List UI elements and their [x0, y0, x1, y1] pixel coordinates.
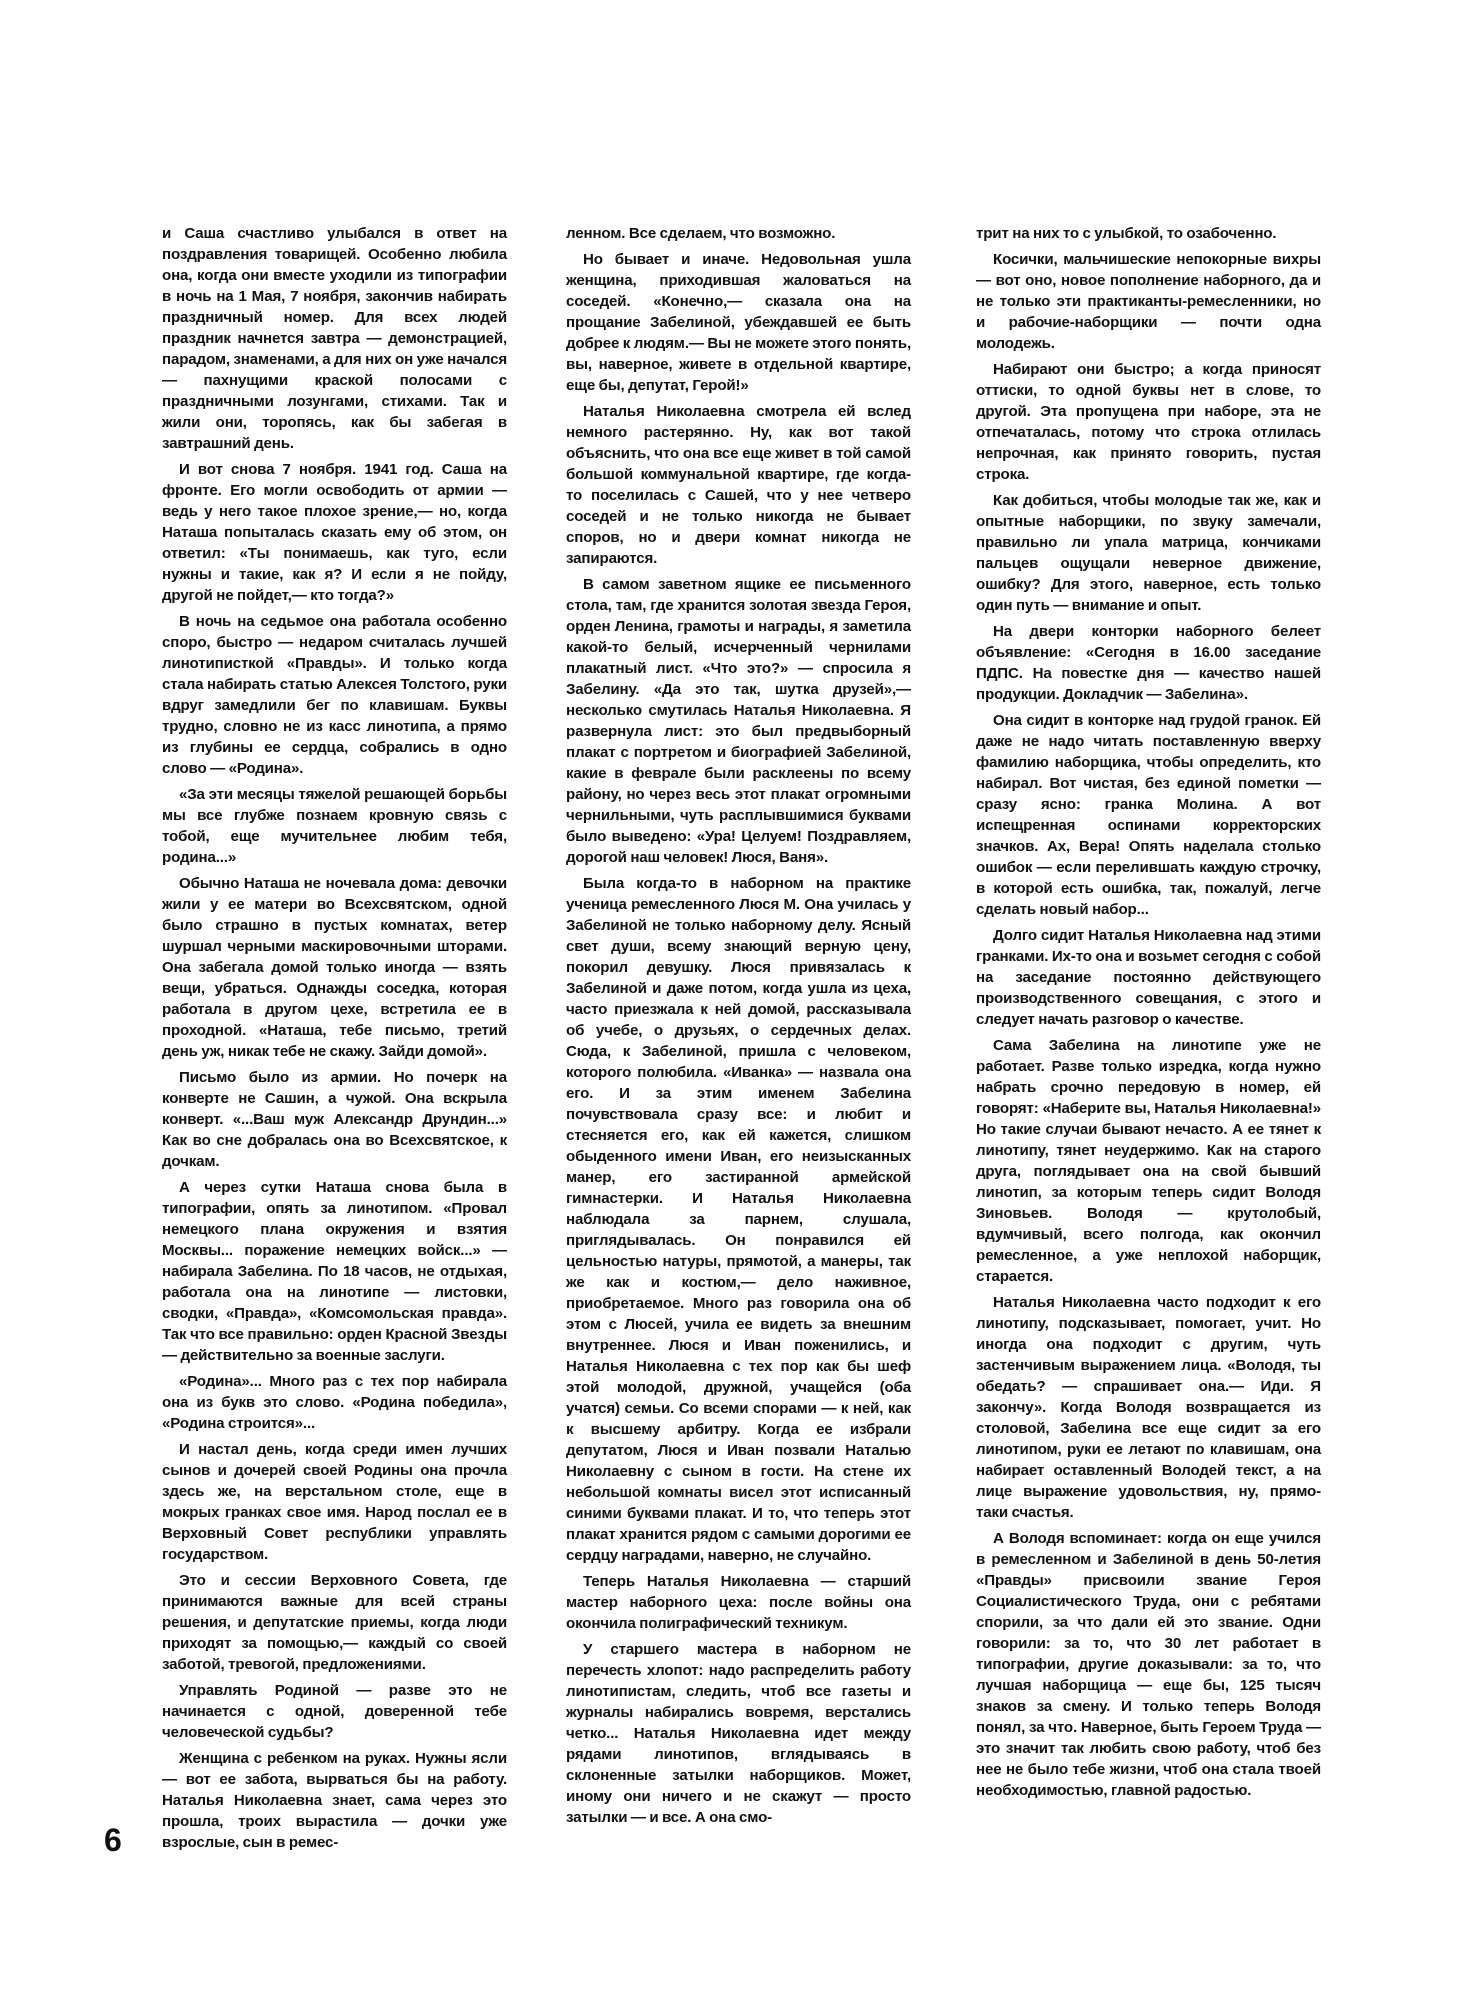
paragraph: и Саша счастливо улыбался в ответ на поздравления товарищей. Особенно любила она, когда они вместе уходили из типографии в ночь на 1 Мая, 7 ноября, закончив набирать праздничный номер. Для всех людей праздник начнется завтра — демонстрацией, парадом, знаменами, а для них он уже начался — пахнущими краской полосами с праздничными лозунгами, стихами. Так и жили они, торопясь, как бы забегая в завтрашний день.: [162, 225, 507, 452]
paragraph: Наталья Николаевна часто подходит к его линотипу, подсказывает, помогает, учит. Но иногда она подходит с другим, чуть застенчивым выражением лица. «Володя, ты обедать? — спрашивает она.— Иди. Я закончу». Когда Володя возвращается из столовой, Забелина все еще сидит за его линотипом, руки ее летают по клавишам, она набирает оставленный Володей текст, а на лице выражение удовольствия, ну, прямо-таки счастья.: [976, 1294, 1321, 1521]
paragraph: Письмо было из армии. Но почерк на конверте не Сашин, а чужой. Она вскрыла конверт. «...Ваш муж Александр Друндин...» Как во сне добралась она во Всехсвятское, к дочкам.: [162, 1069, 507, 1170]
paragraph: трит на них то с улыбкой, то озабоченно.: [976, 225, 1277, 242]
paragraph: Была когда-то в наборном на практике ученица ремесленного Люся М. Она училась у Забелиной не только наборному делу. Ясный свет души, всему знающий верную цену, покорил девушку. Люся привязалась к Забелиной и даже потом, когда ушла из цеха, часто приезжала к ней домой, рассказывала об учебе, о друзьях, о сердечных делах. Сюда, к Забелиной, пришла с человеком, которого полюбила. «Иванка» — назвала она его. И за этим именем Забелина почувствовала сразу все: и любит и стесняется его, как ей кажется, слишком обыденного имени Иван, его неизысканных манер, его застиранной армейской гимнастерки. И Наталья Николаевна наблюдала за парнем, слушала, приглядывалась. Он понравился ей цельностью натуры, прямотой, а манеры, так же как и костюм,— дело наживное, приобретаемое. Много раз говорила она об этом с Люсей, учила ее видеть за внешним внутреннее. Люся и Иван поженились, и Наталья Николаевна с тех пор как бы шеф этой молодой, дружной, учащейся (оба учатся) семьи. Со всеми спорами — к ней, как к высшему арбитру. Когда ее избрали депутатом, Люся и Иван позвали Наталью Николаевну с сыном в гости. На стене их небольшой комнаты висел этот исписанный синими буквами плакат. И то, что теперь этот плакат хранится рядом с самыми дорогими ее сердцу наградами, наверно, не случайно.: [566, 875, 911, 1564]
paragraph: В ночь на седьмое она работала особенно споро, быстро — недаром считалась лучшей линотиписткой «Правды». И только когда стала набирать статью Алексея Толстого, руки вдруг замедлили бег по клавишам. Буквы трудно, словно не из касс линотипа, а прямо из глубины ее сердца, собрались в одно слово — «Родина».: [162, 613, 507, 777]
paragraph: Обычно Наташа не ночевала дома: девочки жили у ее матери во Всехсвятском, одной было страшно в пустых комнатах, ветер шуршал черными маскировочными шторами. Она забегала домой только иногда — взять вещи, убраться. Однажды соседка, которая работала в другом цехе, встретила ее в проходной. «Наташа, тебе письмо, третий день уж, никак тебе не скажу. Зайди домой».: [162, 875, 507, 1060]
paragraph: А через сутки Наташа снова была в типографии, опять за линотипом. «Провал немецкого плана окружения и взятия Москвы... поражение немецких войск...» — набирала Забелина. По 18 часов, не отдыхая, работала она на линотипе — листовки, сводки, «Правда», «Комсомольская правда». Так что все правильно: орден Красной Звезды — действительно за военные заслуги.: [162, 1179, 507, 1364]
paragraph: И вот снова 7 ноября. 1941 год. Саша на фронте. Его могли освободить от армии — ведь у него такое плохое зрение,— но, когда Наташа попыталась сказать ему об этом, он ответил: «Ты понимаешь, как туго, если нужны и такие, как я? И если я не пойду, другой не пойдет,— кто тогда?»: [162, 461, 507, 604]
paragraph: Сама Забелина на линотипе уже не работает. Разве только изредка, когда нужно набрать срочно передовую в номер, ей говорят: «Наберите вы, Наталья Николаевна!» Но такие случаи бывают нечасто. А ее тянет к линотипу, тянет неудержимо. Как на старого друга, поглядывает она на свой бывший линотип, за которым теперь сидит Володя Зиновьев. Володя — крутолобый, вдумчивый, всего полгода, как окончил ремесленное, а уже неплохой наборщик, старается.: [976, 1037, 1321, 1285]
page-number: 6: [104, 1822, 122, 1858]
paragraph: В самом заветном ящике ее письменного стола, там, где хранится золотая звезда Героя, орден Ленина, грамоты и награды, я заметила какой-то белый, исчерченный чернилами плакатный лист. «Что это?» — спросила я Забелину. «Да это так, шутка друзей»,— несколько смутилась Наталья Николаевна. Я развернула лист: это был предвыборный плакат с портретом и биографией Забелиной, какие в феврале были расклеены по всему району, но через весь этот плакат огромными чернильными, чуть расплывшимися буквами было выведено: «Ура! Целуем! Поздравляем, дорогой наш человек! Люся, Ваня».: [566, 576, 911, 866]
paragraph: И настал день, когда среди имен лучших сынов и дочерей своей Родины она прочла здесь же, на верстальном столе, еще в мокрых гранках свое имя. Народ послал ее в Верховный Совет республики управлять государством.: [162, 1441, 507, 1563]
text-column-middle: [566, 223, 911, 1833]
paragraph: Это и сессии Верховного Совета, где принимаются важные для всей страны решения, и депутатские приемы, когда люди приходят за помощью,— каждый со своей заботой, тревогой, предложениями.: [162, 1572, 507, 1673]
paragraph: Наталья Николаевна смотрела ей вслед немного растерянно. Ну, как вот такой объяснить, что она все еще живет в той самой большой коммунальной квартире, где когда-то поселилась с Сашей, что у нее четверо соседей и не только никогда не бывает споров, но и двери комнат никогда не запираются.: [566, 403, 911, 567]
paragraph: Управлять Родиной — разве это не начинается с одной, доверенной тебе человеческой судьбы?: [162, 1682, 507, 1741]
paragraph: Она сидит в конторке над грудой гранок. Ей даже не надо читать поставленную вверху фамилию наборщика, чтобы определить, кто набирал. Вот чистая, без единой пометки — сразу ясно: гранка Молина. А вот испещренная оспинами корректорских значков. Ах, Вера! Опять наделала столько ошибок — если перелившать каждую строчку, в которой есть ошибка, так, пожалуй, легче сделать новый набор...: [976, 712, 1321, 918]
paragraph: Долго сидит Наталья Николаевна над этими гранками. Их-то она и возьмет сегодня с собой на заседание постоянно действующего производственного совещания, с этого и следует начать разговор о качестве.: [976, 927, 1321, 1028]
paragraph: Косички, мальчишеские непокорные вихры — вот оно, новое пополнение наборного, да и не только эти практиканты-ремесленники, но и рабочие-наборщики — почти одна молодежь.: [976, 251, 1321, 352]
text-column-right: [976, 223, 1321, 1806]
paragraph: «Родина»... Много раз с тех пор набирала она из букв это слово. «Родина победила», «Родина строится»...: [162, 1373, 507, 1432]
paragraph: Но бывает и иначе. Недовольная ушла женщина, приходившая жаловаться на соседей. «Конечно,— сказала она на прощание Забелиной, убеждавшей ее быть добрее к людям.— Вы не можете этого понять, вы, наверное, живете в отдельной квартире, еще бы, депутат, Герой!»: [566, 251, 911, 394]
text-column-left: [162, 223, 507, 1858]
paragraph: Набирают они быстро; а когда приносят оттиски, то одной буквы нет в слове, то другой. Эта пропущена при наборе, эта не отпечаталась, потому что строка отлилась непрочная, как принято говорить, пустая строка.: [976, 361, 1321, 483]
paragraph: ленном. Все сделаем, что возможно.: [566, 225, 836, 242]
paragraph: Теперь Наталья Николаевна — старший мастер наборного цеха: после войны она окончила полиграфический техникум.: [566, 1573, 911, 1632]
paragraph: А Володя вспоминает: когда он еще учился в ремесленном и Забелиной в день 50-летия «Правды» присвоили звание Героя Социалистического Труда, они с ребятами спорили, за что дали ей это звание. Одни говорили: за то, что 30 лет работает в типографии, другие доказывали: за то, что лучшая наборщица — еще бы, 125 тысяч знаков за смену. И только теперь Володя понял, за что. Наверное, быть Героем Труда — это значит так любить свою работу, чтоб без нее не было тебе жизни, чтоб она стала твоей необходимостью, главной радостью.: [976, 1530, 1321, 1799]
paragraph: «За эти месяцы тяжелой решающей борьбы мы все глубже познаем кровную связь с тобой, еще мучительнее любим тебя, родина...»: [162, 786, 507, 866]
paragraph: Как добиться, чтобы молодые так же, как и опытные наборщики, по звуку замечали, правильно ли упала матрица, кончиками пальцев ощущали неверное движение, ошибку? Для этого, наверное, есть только один путь — внимание и опыт.: [976, 492, 1321, 614]
paragraph: Женщина с ребенком на руках. Нужны ясли — вот ее забота, вырваться бы на работу. Наталья Николаевна знает, сама через это прошла, троих вырастила — дочки уже взрослые, сын в ремес-: [162, 1750, 507, 1851]
paragraph: На двери конторки наборного белеет объявление: «Сегодня в 16.00 заседание ПДПС. На повестке дня — качество нашей продукции. Докладчик — Забелина».: [976, 623, 1321, 703]
paragraph: У старшего мастера в наборном не перечесть хлопот: надо распределить работу линотипистам, следить, чтоб все газеты и журналы набирались вовремя, верстались четко... Наталья Николаевна идет между рядами линотипов, вглядываясь в склоненные затылки наборщиков. Может, иному они ничего и не скажут — просто затылки — и все. А она смо-: [566, 1641, 911, 1826]
